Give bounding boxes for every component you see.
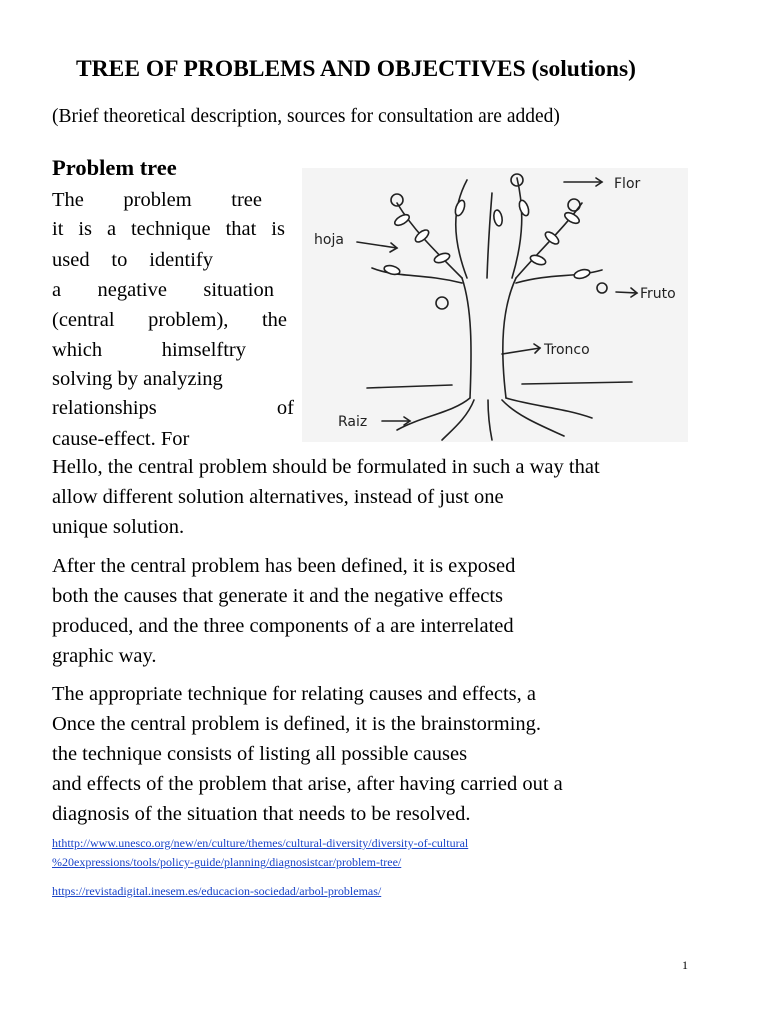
paragraph-line: diagnosis of the situation that needs to be resolved. <box>52 803 471 825</box>
side-line: The problem tree <box>52 189 262 211</box>
side-line: a negative situation <box>52 279 274 301</box>
page-title: TREE OF PROBLEMS AND OBJECTIVES (solutions) <box>76 56 636 82</box>
side-line: relationships of <box>52 397 294 419</box>
paragraph-line: After the central problem has been defined, it is exposed <box>52 555 516 577</box>
label-hoja: hoja <box>314 232 344 248</box>
paragraph-1 <box>52 452 692 542</box>
paragraph-line: both the causes that generate it and the negative effects <box>52 585 503 607</box>
side-line: it is a technique that is <box>52 218 285 240</box>
paragraph-line: Once the central problem is defined, it is the brainstorming. <box>52 713 542 735</box>
tree-illustration <box>302 168 688 442</box>
paragraph-2 <box>52 551 627 671</box>
page-number: 1 <box>682 958 688 972</box>
paragraph-line: and effects of the problem that arise, after having carried out a <box>52 773 563 795</box>
paragraph-line: unique solution. <box>52 516 185 538</box>
label-tronco: Tronco <box>544 342 590 358</box>
side-line: used to identify <box>52 249 213 271</box>
label-fruto: Fruto <box>640 286 676 302</box>
side-line: (central problem), the <box>52 309 287 331</box>
unesco-link-line1[interactable]: hthttp://www.unesco.org/new/en/culture/themes/cultural-diversity/diversity-of-cultural <box>52 836 469 850</box>
paragraph-line: produced, and the three components of a are interrelated <box>52 615 514 637</box>
paragraph-line: the technique consists of listing all possible causes <box>52 743 468 765</box>
label-flor: Flor <box>614 176 641 192</box>
paragraph-3 <box>52 679 694 829</box>
tree-drawing <box>302 168 688 442</box>
side-line: which himselftry <box>52 339 246 361</box>
inesem-link[interactable]: https://revistadigital.inesem.es/educacion-sociedad/arbol-problemas/ <box>52 884 382 898</box>
side-line: cause-effect. For <box>52 428 190 450</box>
paragraph-line: allow different solution alternatives, instead of just one <box>52 486 504 508</box>
paragraph-line: Hello, the central problem should be formulated in such a way that <box>52 456 600 478</box>
page-subtitle: (Brief theoretical description, sources for consultation are added) <box>52 106 560 127</box>
unesco-link-line2[interactable]: %20expressions/tools/policy-guide/planning/diagnosistcar/problem-tree/ <box>52 855 402 869</box>
label-raiz: Raiz <box>338 414 368 430</box>
section-heading: Problem tree <box>52 155 177 180</box>
paragraph-line: The appropriate technique for relating causes and effects, a <box>52 683 536 705</box>
paragraph-line: graphic way. <box>52 645 157 667</box>
side-line: solving by analyzing <box>52 368 223 390</box>
